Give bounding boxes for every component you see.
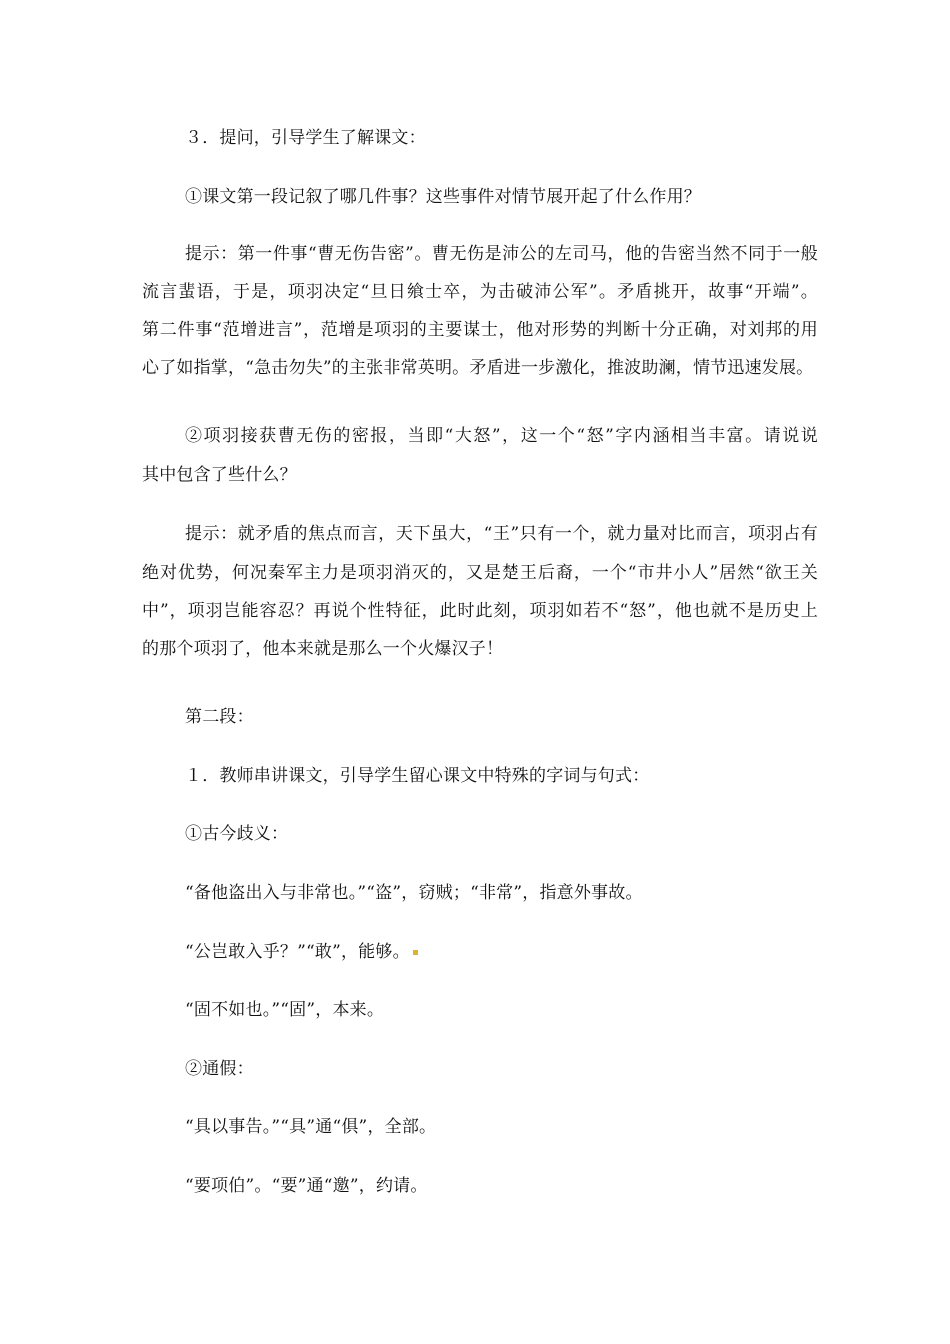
question-1: ①课文第一段记叙了哪几件事？这些事件对情节展开起了什么作用？ <box>185 187 701 207</box>
example-line-4: “具以事告。”“具”通“俱”，全部。 <box>185 1117 437 1137</box>
hint-2-line-4: 的那个项羽了，他本来就是那么一个火爆汉子！ <box>142 639 504 659</box>
section-heading: 第二段： <box>185 707 254 727</box>
question-2-line-2: 其中包含了些什么？ <box>142 465 297 485</box>
hint-1-line-2: 流言蜚语，于是，项羽决定“旦日飨士卒，为击破沛公军”。矛盾挑开，故事“开端”。 <box>142 282 818 302</box>
question-heading: ３．提问，引导学生了解课文： <box>185 128 426 148</box>
hint-1-line-3: 第二件事“范增进言”，范增是项羽的主要谋士，他对形势的判断十分正确，对刘邦的用 <box>142 320 818 340</box>
highlight-mark <box>413 950 418 955</box>
question-2-line-1: ②项羽接获曹无伤的密报，当即“大怒”，这一个“怒”字内涵相当丰富。请说说 <box>185 426 818 446</box>
example-line-2-wrapper <box>185 940 818 964</box>
example-line-5: “要项伯”。“要”通“邀”，约请。 <box>185 1176 428 1196</box>
hint-1-line-4: 心了如指掌，“急击勿失”的主张非常英明。矛盾进一步激化，推波助澜，情节迅速发展。 <box>142 358 814 378</box>
hint-2-line-3: 中”，项羽岂能容忍？再说个性特征，此时此刻，项羽如若不“怒”，他也就不是历史上 <box>142 601 818 621</box>
hint-2-line-1: 提示：就矛盾的焦点而言，天下虽大，“王”只有一个，就力量对比而言，项羽占有 <box>185 524 818 544</box>
hint-2-line-2: 绝对优势，何况秦军主力是项羽消灭的，又是楚王后裔，一个“市井小人”居然“欲王关 <box>142 563 818 583</box>
teaching-step-1: １．教师串讲课文，引导学生留心课文中特殊的字词与句式： <box>185 766 650 786</box>
example-line-2: “公岂敢入乎？”“敢”，能够。 <box>185 942 410 962</box>
subheading-tongjia: ②通假： <box>185 1059 254 1079</box>
example-line-1: “备他盗出入与非常也。”“盗”，窃贼；“非常”，指意外事故。 <box>185 883 643 903</box>
example-line-3: “固不如也。”“固”，本来。 <box>185 1000 385 1020</box>
subheading-ancient-modern: ①古今歧义： <box>185 824 289 844</box>
hint-1-line-1: 提示：第一件事“曹无伤告密”。曹无伤是沛公的左司马，他的告密当然不同于一般 <box>185 244 818 264</box>
